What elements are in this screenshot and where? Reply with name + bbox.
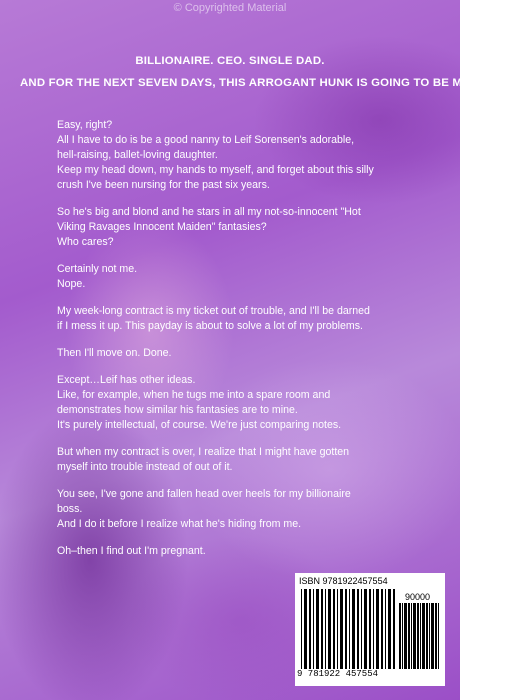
barcode-bar: [369, 589, 371, 669]
blurb-line: Certainly not me.: [57, 263, 138, 275]
blurb-paragraph: [57, 118, 387, 193]
isbn-label: ISBN 9781922457554: [299, 576, 388, 586]
isbn-barcode: [295, 573, 445, 686]
barcode-bar: [337, 589, 338, 669]
barcode-bar: [325, 589, 326, 669]
blurb-line: Then I'll move on. Done.: [57, 347, 172, 359]
barcode-bar: [393, 589, 395, 669]
barcode-bar: [404, 603, 407, 669]
barcode-bar: [408, 603, 410, 669]
barcode-bar: [345, 589, 347, 669]
blurb-paragraph: [57, 544, 387, 559]
barcode-bar: [399, 603, 401, 669]
barcode-bar: [431, 603, 434, 669]
tagline: [20, 50, 510, 94]
blurb-paragraph: [57, 487, 387, 532]
blurb-line: All I have to do is be a good nanny to Leif Sorensen's adorable,: [57, 134, 355, 146]
blurb-line: Oh–then I find out I'm pregnant.: [57, 545, 206, 557]
barcode-bar: [381, 589, 383, 669]
barcode-bar: [438, 603, 439, 669]
blurb-line: You see, I've gone and fallen head over heels for my billionaire: [57, 488, 351, 500]
blurb-paragraph: [57, 304, 387, 334]
barcode-bar: [388, 589, 391, 669]
barcode-bar: [402, 603, 403, 669]
barcode-bar: [422, 603, 425, 669]
blurb-line: boss.: [57, 503, 83, 515]
barcode-bar: [373, 589, 374, 669]
barcode-bar: [376, 589, 379, 669]
barcode-bar: [309, 589, 311, 669]
blurb-line: Who cares?: [57, 236, 114, 248]
blurb-paragraph: [57, 373, 387, 433]
barcode-bar: [349, 589, 350, 669]
blurb-line: So he's big and blond and he stars in all my not-so-innocent "Hot: [57, 206, 361, 218]
blurb-line: crush I've been nursing for the past six years.: [57, 179, 270, 191]
barcode-bar: [411, 603, 412, 669]
tagline-line: BILLIONAIRE. CEO. SINGLE DAD.: [135, 55, 325, 67]
price-code: 90000: [405, 592, 431, 602]
barcode-bar: [301, 589, 302, 669]
copyright-watermark: © Copyrighted Material: [173, 2, 287, 14]
blurb-line: Viking Ravages Innocent Maiden" fantasies?: [57, 221, 267, 233]
blurb-line: hell-raising, ballet-loving daughter.: [57, 149, 218, 161]
blurb-line: myself into trouble instead of out of it.: [57, 461, 233, 473]
blurb-line: Like, for example, when he tugs me into a spare room and: [57, 389, 331, 401]
barcode-bar: [357, 589, 359, 669]
blurb-paragraph: [57, 445, 387, 475]
blurb-paragraph: [57, 262, 387, 292]
barcode-bar: [413, 603, 416, 669]
barcode-bar: [385, 589, 386, 669]
barcode-bar: [340, 589, 343, 669]
blurb-line: And I do it before I realize what he's hiding from me.: [57, 518, 302, 530]
barcode-bar: [313, 589, 314, 669]
barcode-bar: [361, 589, 362, 669]
blurb-line: Except…Leif has other ideas.: [57, 374, 196, 386]
blurb-text: [57, 118, 387, 571]
barcode-bar: [417, 603, 419, 669]
barcode-bar: [316, 589, 319, 669]
blurb-line: It's purely intellectual, of course. We're just comparing notes.: [57, 419, 342, 431]
blurb-line: if I mess it up. This payday is about to solve a lot of my problems.: [57, 320, 363, 332]
blurb-line: But when my contract is over, I realize that I might have gotten: [57, 446, 350, 458]
blurb-line: Keep my head down, my hands to myself, and forget about this silly: [57, 164, 374, 176]
barcode-bar: [429, 603, 430, 669]
barcode-bar: [333, 589, 335, 669]
barcode-bar: [364, 589, 367, 669]
barcode-bar: [304, 589, 307, 669]
barcode-bar: [321, 589, 323, 669]
blurb-line: demonstrates how similar his fantasies are to mine.: [57, 404, 298, 416]
barcode-bar: [426, 603, 428, 669]
blurb-line: Nope.: [57, 278, 86, 290]
barcode-digits: 9 781922 457554: [297, 669, 379, 679]
blurb-paragraph: [57, 205, 387, 250]
barcode-addon-bars: [399, 603, 441, 669]
barcode-bar: [352, 589, 355, 669]
blurb-paragraph: [57, 346, 387, 361]
blurb-line: Easy, right?: [57, 119, 113, 131]
barcode-bar: [420, 603, 421, 669]
blurb-line: My week-long contract is my ticket out of trouble, and I'll be darned: [57, 305, 370, 317]
barcode-bars: [301, 589, 397, 669]
tagline-line: AND FOR THE NEXT SEVEN DAYS, THIS ARROGANT HUNK IS GOING TO BE MY BOSS.: [20, 77, 510, 89]
barcode-bar: [435, 603, 437, 669]
barcode-bar: [328, 589, 331, 669]
